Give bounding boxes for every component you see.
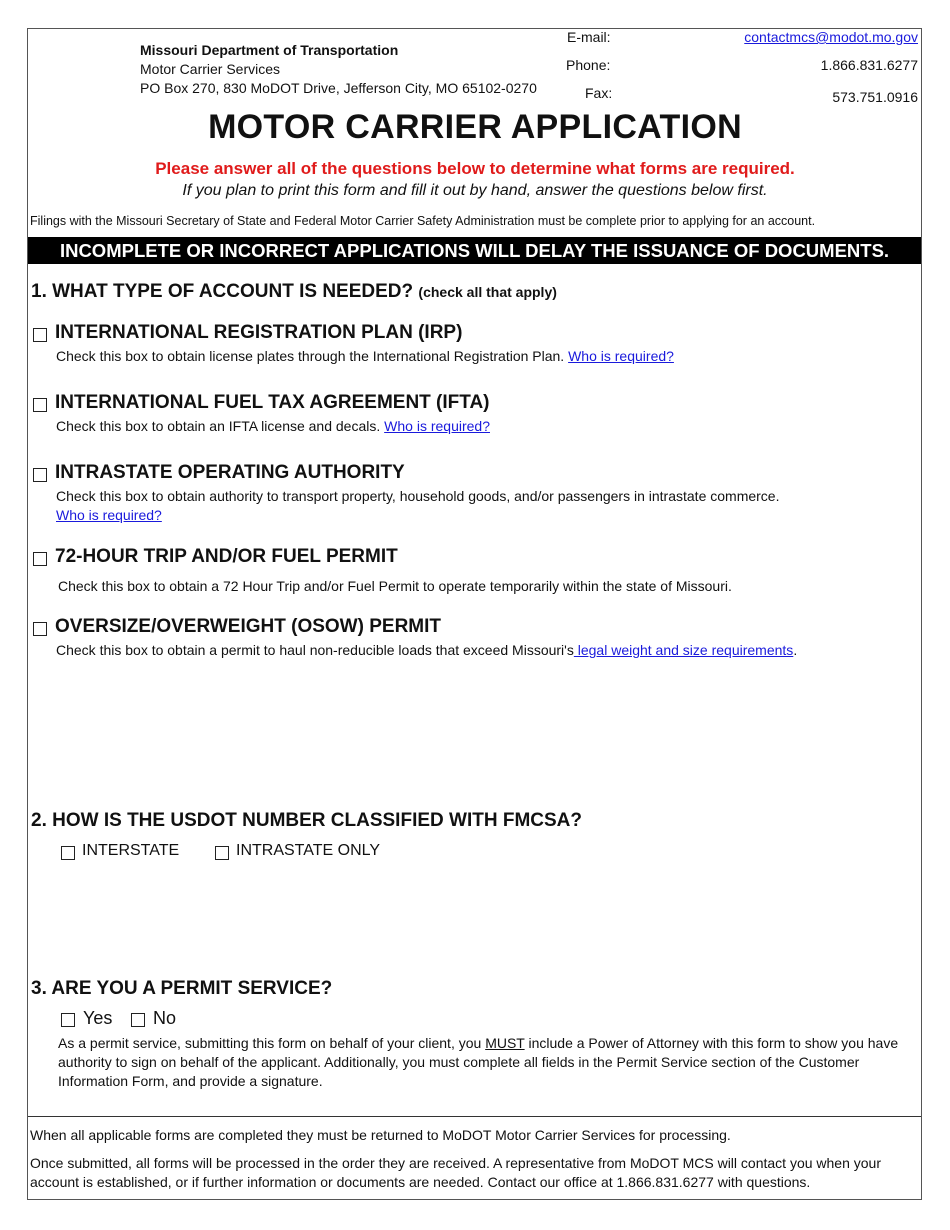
ifta-desc-text: Check this box to obtain an IFTA license and decals.: [56, 418, 381, 434]
footer-divider: [28, 1116, 921, 1117]
para-before: As a permit service, submitting this form on behalf of your client, you: [58, 1035, 486, 1051]
intrastate-authority-checkbox[interactable]: [33, 468, 47, 482]
permit-service-no-checkbox[interactable]: [131, 1013, 145, 1027]
org-name: Missouri Department of Transportation: [140, 42, 399, 58]
irp-title: INTERNATIONAL REGISTRATION PLAN (IRP): [55, 322, 463, 343]
para-after: include a Power of Attorney with this form to show you have authority to sign on behalf of the applicant. Additionally, you must complete all fields in the Permit Service section of the Customer Information Form, and provide a signature.: [58, 1035, 899, 1089]
division-name: Motor Carrier Services: [140, 61, 281, 77]
ifta-who-required-link[interactable]: Who is required?: [384, 418, 490, 434]
permit-service-paragraph: [58, 1034, 908, 1091]
interstate-label: INTERSTATE: [82, 842, 180, 859]
irp-desc-text: Check this box to obtain license plates through the International Registration Plan.: [56, 348, 565, 364]
ifta-title: INTERNATIONAL FUEL TAX AGREEMENT (IFTA): [55, 392, 490, 413]
mailing-address: PO Box 270, 830 MoDOT Drive, Jefferson City, MO 65102-0270: [140, 80, 537, 96]
legal-weight-size-link[interactable]: legal weight and size requirements: [573, 642, 794, 658]
intrastate-only-label: INTRASTATE ONLY: [236, 842, 381, 859]
q1-heading: [31, 281, 557, 303]
para-must: MUST: [485, 1035, 525, 1051]
osow-permit-title: OVERSIZE/OVERWEIGHT (OSOW) PERMIT: [55, 616, 442, 637]
intrastate-authority-title: INTRASTATE OPERATING AUTHORITY: [55, 462, 405, 483]
fax-value: 573.751.0916: [832, 89, 918, 105]
q1-note: (check all that apply): [418, 284, 557, 300]
interstate-checkbox[interactable]: [61, 846, 75, 860]
footer-line-2: Once submitted, all forms will be processed in the order they are received. A representative from MoDOT MCS will contact you when your account is established, or if further information or documents are needed. Contact our office at 1.866.831.6277 with questions.: [30, 1155, 881, 1190]
osow-permit-checkbox[interactable]: [33, 622, 47, 636]
q3-title: 3. ARE YOU A PERMIT SERVICE?: [31, 978, 333, 999]
fax-label: Fax:: [585, 85, 613, 101]
q2-title: 2. HOW IS THE USDOT NUMBER CLASSIFIED WITH FMCSA?: [31, 810, 582, 831]
irp-who-required-link[interactable]: Who is required?: [568, 348, 674, 364]
phone-value: 1.866.831.6277: [820, 57, 918, 73]
trip-permit-title: 72-HOUR TRIP AND/OR FUEL PERMIT: [55, 546, 398, 567]
osow-desc-end: .: [793, 642, 798, 658]
osow-permit-description: [56, 642, 797, 658]
filing-note: Filings with the Missouri Secretary of State and Federal Motor Carrier Safety Administration must be complete prior to applying for an account.: [30, 214, 816, 228]
irp-description: [56, 348, 674, 364]
page-title: MOTOR CARRIER APPLICATION: [208, 108, 742, 146]
permit-service-yes-label: Yes: [83, 1008, 113, 1028]
q1-title: 1. WHAT TYPE OF ACCOUNT IS NEEDED?: [31, 281, 414, 302]
permit-service-no-label: No: [153, 1008, 177, 1028]
osow-desc-text: Check this box to obtain a permit to haul non-reducible loads that exceed Missouri's: [56, 642, 574, 658]
intrastate-only-checkbox[interactable]: [215, 846, 229, 860]
intrastate-who-required-link[interactable]: Who is required?: [56, 507, 162, 523]
warning-banner: INCOMPLETE OR INCORRECT APPLICATIONS WILL DELAY THE ISSUANCE OF DOCUMENTS.: [28, 237, 921, 264]
trip-permit-checkbox[interactable]: [33, 552, 47, 566]
ifta-checkbox[interactable]: [33, 398, 47, 412]
footer-line-1: When all applicable forms are completed they must be returned to MoDOT Motor Carrier Services for processing.: [30, 1127, 731, 1143]
email-label: E-mail:: [567, 29, 611, 45]
instruction-italic: If you plan to print this form and fill it out by hand, answer the questions below first.: [182, 182, 768, 199]
intrastate-authority-desc: Check this box to obtain authority to transport property, household goods, and/or passengers in intrastate commerce.: [56, 488, 780, 504]
instruction-red: Please answer all of the questions below to determine what forms are required.: [155, 159, 795, 178]
trip-permit-desc: Check this box to obtain a 72 Hour Trip and/or Fuel Permit to operate temporarily within the state of Missouri.: [58, 578, 732, 594]
permit-service-yes-checkbox[interactable]: [61, 1013, 75, 1027]
ifta-description: [56, 418, 490, 434]
irp-checkbox[interactable]: [33, 328, 47, 342]
phone-label: Phone:: [566, 57, 611, 73]
email-link[interactable]: contactmcs@modot.mo.gov: [744, 29, 918, 45]
